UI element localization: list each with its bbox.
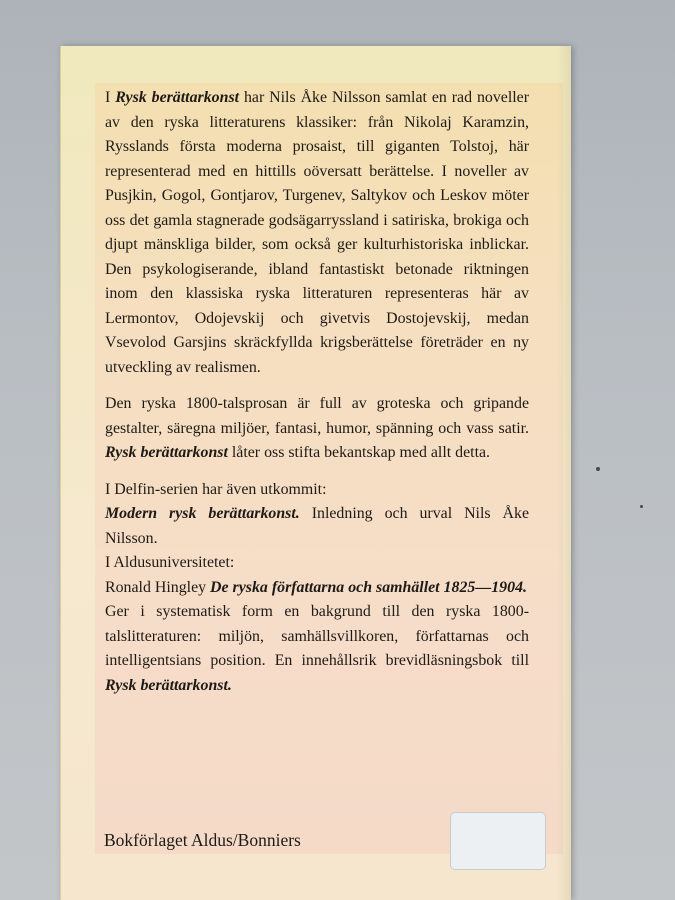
aldus-desc-title: Rysk berättarkonst. xyxy=(105,676,232,694)
publisher-name: Bokförlaget Aldus/Bonniers xyxy=(104,830,301,850)
intro-title: Rysk berättarkonst xyxy=(115,89,240,106)
aldus-description xyxy=(105,600,529,698)
intro-text: har Nils Åke Nilsson samlat en rad noveller av den ryska litteraturens klassiker: från Nikolaj Karamzin, Rysslands första moderna prosaist, till giganten Tolstoj, här representerad med en hittills oöversatt berättelse. I noveller av Pusjkin, Gogol, Gontjarov, Turgenev, Saltykov och Leskov möter oss det gamla stagnerade godsägarryssland i satiriska, brokiga och djupt mänskliga bilder, som också ger kulturhistoriska inblickar. Den psykologiserande, ibland fantastiskt betonade riktningen inom den klassiska ryska litteraturen representeras här av Lermontov, Odojevskij och givetvis Dostojevskij, medan Vsevolod Garsjins skräckfyllda krigsberättelse företräder en ny utveckling av realismen. xyxy=(105,89,530,376)
aldus-paragraph xyxy=(105,551,529,698)
second-title: Rysk berättarkonst xyxy=(105,444,228,461)
second-text-2: låter oss stifta bekantskap med allt detta. xyxy=(227,444,491,461)
surface-speck xyxy=(640,505,643,508)
delfin-heading: I Delfin-serien har även utkommit: xyxy=(105,480,327,498)
second-text-1: Den ryska 1800-talsprosan är full av groteska och gripande gestalter, säregna miljöer, fantasi, humor, spänning och vass satir. xyxy=(105,395,529,437)
price-sticker xyxy=(450,812,546,870)
delfin-paragraph xyxy=(105,478,529,552)
intro-paragraph xyxy=(105,86,529,380)
aldus-book-title: De ryska författarna och samhället 1825—1904. xyxy=(210,578,527,596)
aldus-heading: I Aldusuniversitetet: xyxy=(105,554,235,571)
surface-speck xyxy=(596,467,600,471)
aldus-author: Ronald Hingley xyxy=(105,578,211,596)
delfin-book-title: Modern rysk berättarkonst. xyxy=(105,505,300,522)
intro-prefix: I xyxy=(105,89,116,106)
delfin-book-rest: Inledning och urval Nils Åke Nilsson. xyxy=(105,505,529,547)
second-paragraph xyxy=(105,392,529,466)
blurb-content xyxy=(105,86,529,698)
aldus-desc-text: Ger i systematisk form en bakgrund till den ryska 1800-talslitteraturen: miljön, samhällsvillkoren, författarnas och intelligentsians position. En innehållsrik brevidläsningsbok till xyxy=(105,603,529,669)
book-back-cover xyxy=(60,46,571,900)
